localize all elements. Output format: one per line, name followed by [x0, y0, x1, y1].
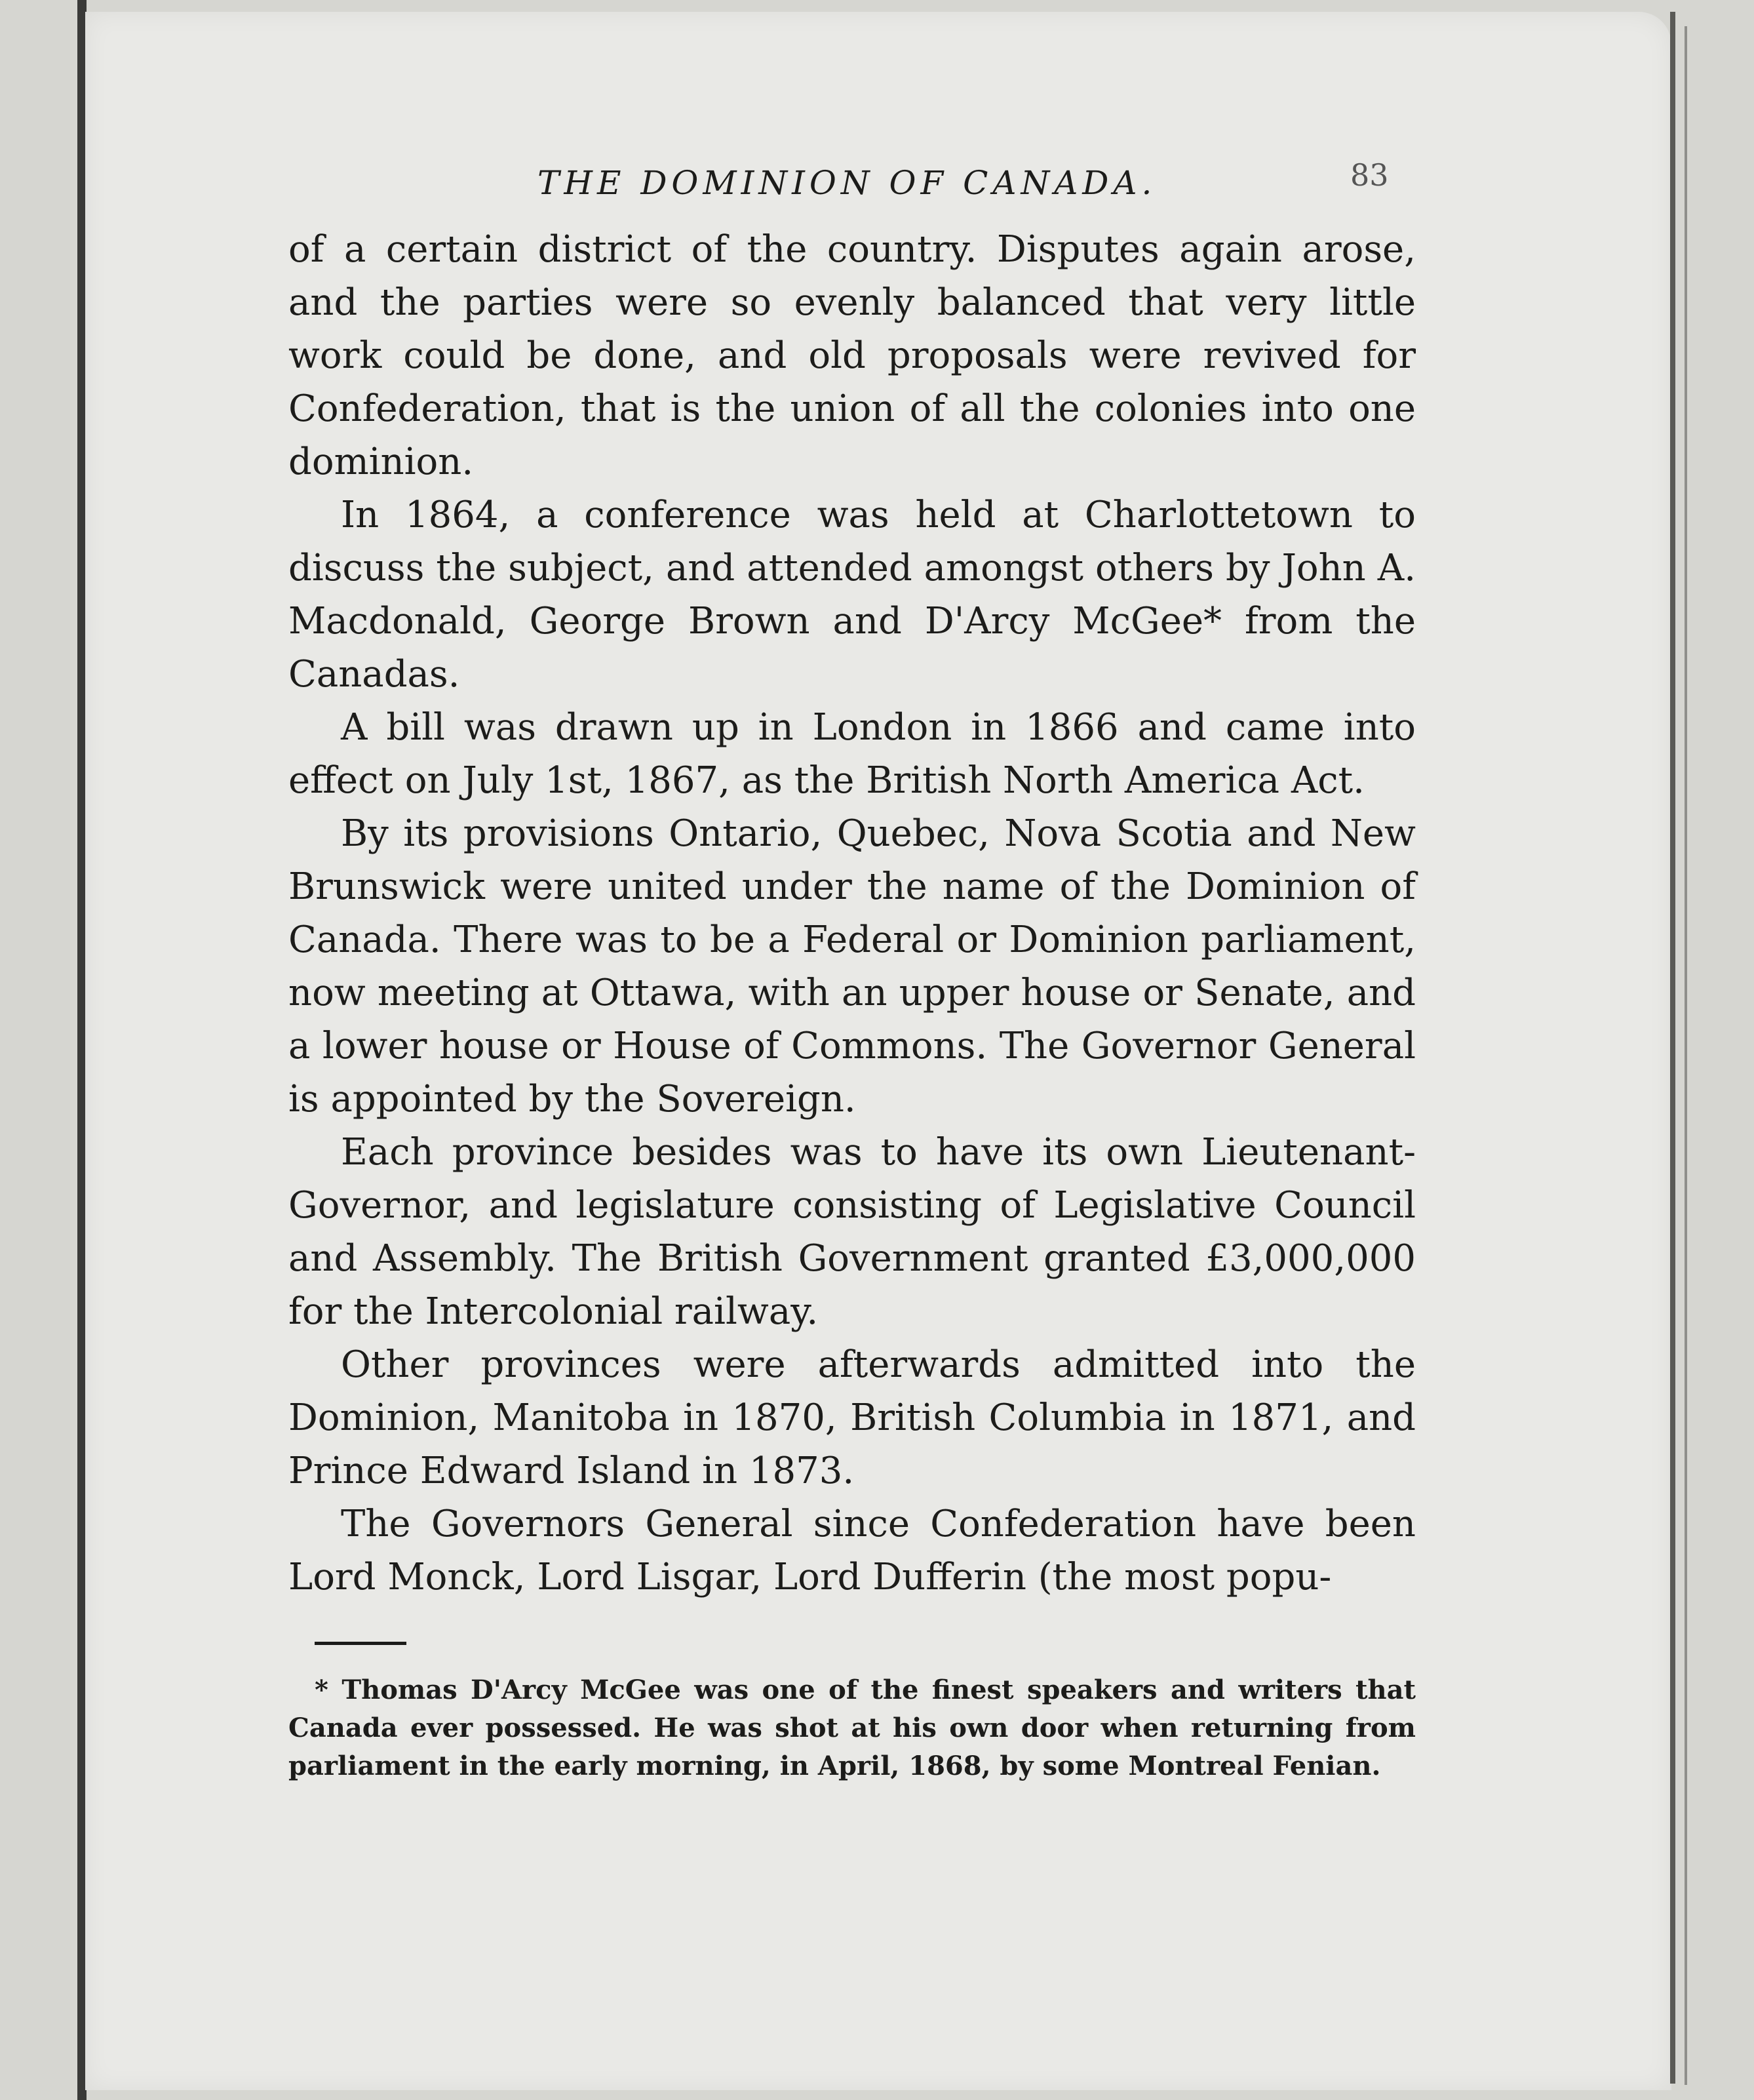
paragraph: By its provisions Ontario, Quebec, Nova Scotia and New Brunswick were united under the name of the Dominion of Canada. There was to be a Federal or Dominion parliament, now meeting at Ottawa, with an upper house or Senate, and a lower house or House of Commons. The Governor General is appointed by the Sovereign.	[288, 812, 1416, 1120]
paragraph: Each province besides was to have its own Lieutenant-Governor, and legislature consisting of Legislative Council and Assembly. The British Government granted £3,000,000 for the Intercolonial railway.	[288, 1131, 1416, 1333]
paragraph: A bill was drawn up in London in 1866 and came into effect on July 1st, 1867, as the British North America Act.	[288, 706, 1416, 802]
paragraph: of a certain district of the country. Disputes again arose, and the parties were so evenly balanced that very little work could be done, and old proposals were revived for Confederation, that is the union of all the colonies into one dominion.	[288, 228, 1416, 483]
page-edge-line-outer	[1685, 26, 1687, 2085]
body-text	[288, 223, 1416, 1604]
running-title: THE DOMINION OF CANADA.	[537, 164, 1157, 202]
paragraph: The Governors General since Confederation have been Lord Monck, Lord Lisgar, Lord Dufferin (the most popu-	[288, 1503, 1416, 1598]
page-content	[288, 151, 1416, 1812]
page-number: 83	[1350, 157, 1389, 193]
page-edge-line	[1670, 12, 1675, 2084]
footnote: * Thomas D'Arcy McGee was one of the finest speakers and writers that Canada ever possessed. He was shot at his own door when returning from parliament in the early morning, in April, 1868, by some Montreal Fenian.	[288, 1674, 1416, 1781]
running-head	[288, 151, 1416, 223]
paragraph: Other provinces were afterwards admitted into the Dominion, Manitoba in 1870, British Columbia in 1871, and Prince Edward Island in 1873.	[288, 1343, 1416, 1492]
paragraph: In 1864, a conference was held at Charlottetown to discuss the subject, and attended amongst others by John A. Macdonald, George Brown and D'Arcy McGee* from the Canadas.	[288, 494, 1416, 696]
footnote-divider	[315, 1642, 406, 1645]
